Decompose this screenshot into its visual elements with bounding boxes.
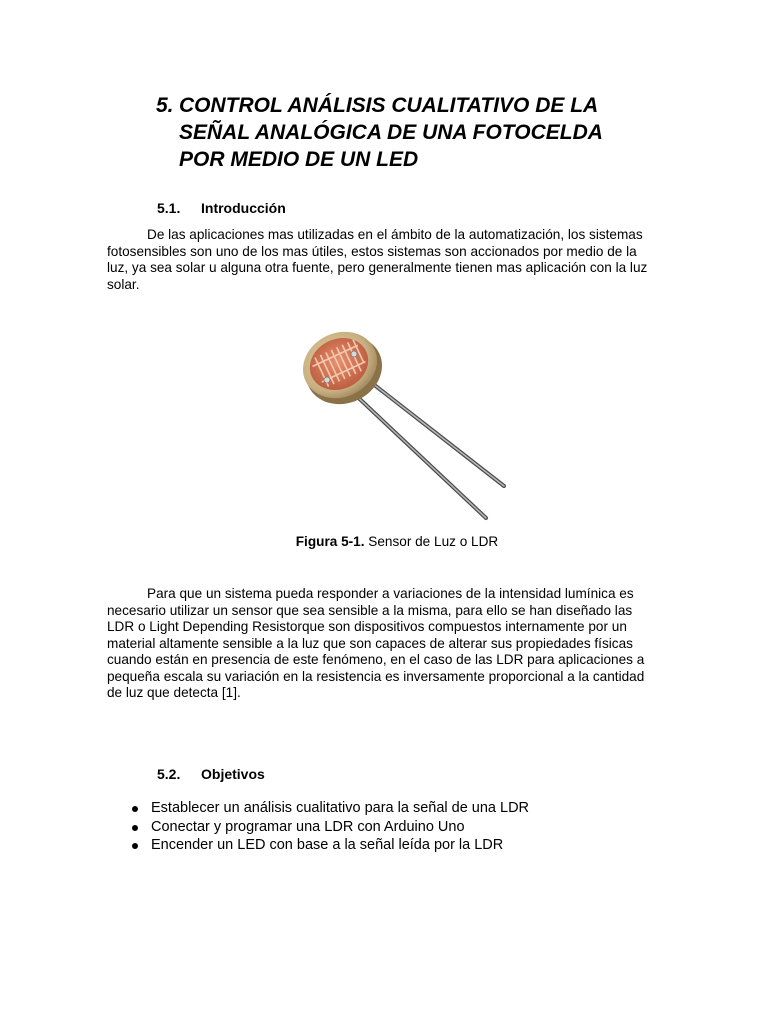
chapter-title-line: POR MEDIO DE UN LED: [179, 148, 419, 171]
list-item: [130, 818, 529, 837]
chapter-title-text: [179, 92, 603, 173]
bullet-icon: [132, 825, 138, 831]
section-title: Objetivos: [201, 766, 265, 782]
section-title: Introducción: [201, 200, 286, 216]
section-number: 5.2.: [157, 766, 181, 782]
bullet-icon: [132, 806, 138, 812]
chapter-title-line: SEÑAL ANALÓGICA DE UNA FOTOCELDA: [179, 121, 603, 144]
paragraph-line: De las aplicaciones mas utilizadas en el ámbito de la automatización, los sistemas: [147, 227, 643, 242]
section-heading-objetivos: [157, 766, 265, 782]
chapter-number: 5.: [156, 94, 174, 117]
intro-paragraph: [107, 227, 667, 293]
paragraph-line: pequeña escala su variación en la resistencia es inversamente proporcional a la cantidad: [107, 668, 645, 684]
paragraph-line: Para que un sistema pueda responder a variaciones de la intensidad lumínica es: [147, 586, 634, 601]
chapter-title: [156, 92, 676, 173]
list-item: [130, 799, 529, 818]
list-item-text: Establecer un análisis cualitativo para la señal de una LDR: [151, 800, 530, 816]
list-item-text: Conectar y programar una LDR con Arduino Uno: [151, 818, 465, 835]
bullet-icon: [132, 843, 138, 849]
paragraph-line: luz, ya sea solar u alguna otra fuente, pero generalmente tienen mas aplicación con la luz: [107, 260, 648, 275]
section-heading-introduccion: [157, 200, 286, 216]
paragraph-line: de luz que detecta [1].: [107, 685, 241, 700]
figure-caption: [0, 534, 768, 549]
paragraph-line: fotosensibles son uno de los mas útiles, estos sistemas son accionados por medio de la: [107, 243, 637, 259]
list-item: [130, 836, 529, 855]
paragraph-line: cuando están en presencia de este fenómeno, en el caso de las LDR para aplicaciones a: [107, 652, 645, 667]
paragraph-line: solar.: [107, 276, 140, 292]
figure-caption-label: Figura 5-1.: [295, 534, 365, 549]
section-number: 5.1.: [157, 200, 181, 216]
paragraph-line: necesario utilizar un sensor que sea sensible a la misma, para ello se han diseñado las: [107, 602, 633, 618]
objectives-list: [130, 799, 529, 855]
figure-caption-text: Sensor de Luz o LDR: [364, 534, 499, 549]
chapter-title-line: CONTROL ANÁLISIS CUALITATIVO DE LA: [179, 94, 599, 117]
ldr-description-paragraph: [107, 586, 667, 702]
list-item-text: Encender un LED con base a la señal leída por la LDR: [151, 837, 504, 853]
paragraph-line: material altamente sensible a la luz que son capaces de alterar sus propiedades físicas: [107, 635, 633, 651]
ldr-sensor-image: [290, 318, 530, 528]
paragraph-line: LDR o Light Depending Resistorque son dispositivos compuestos internamente por un: [107, 619, 627, 634]
